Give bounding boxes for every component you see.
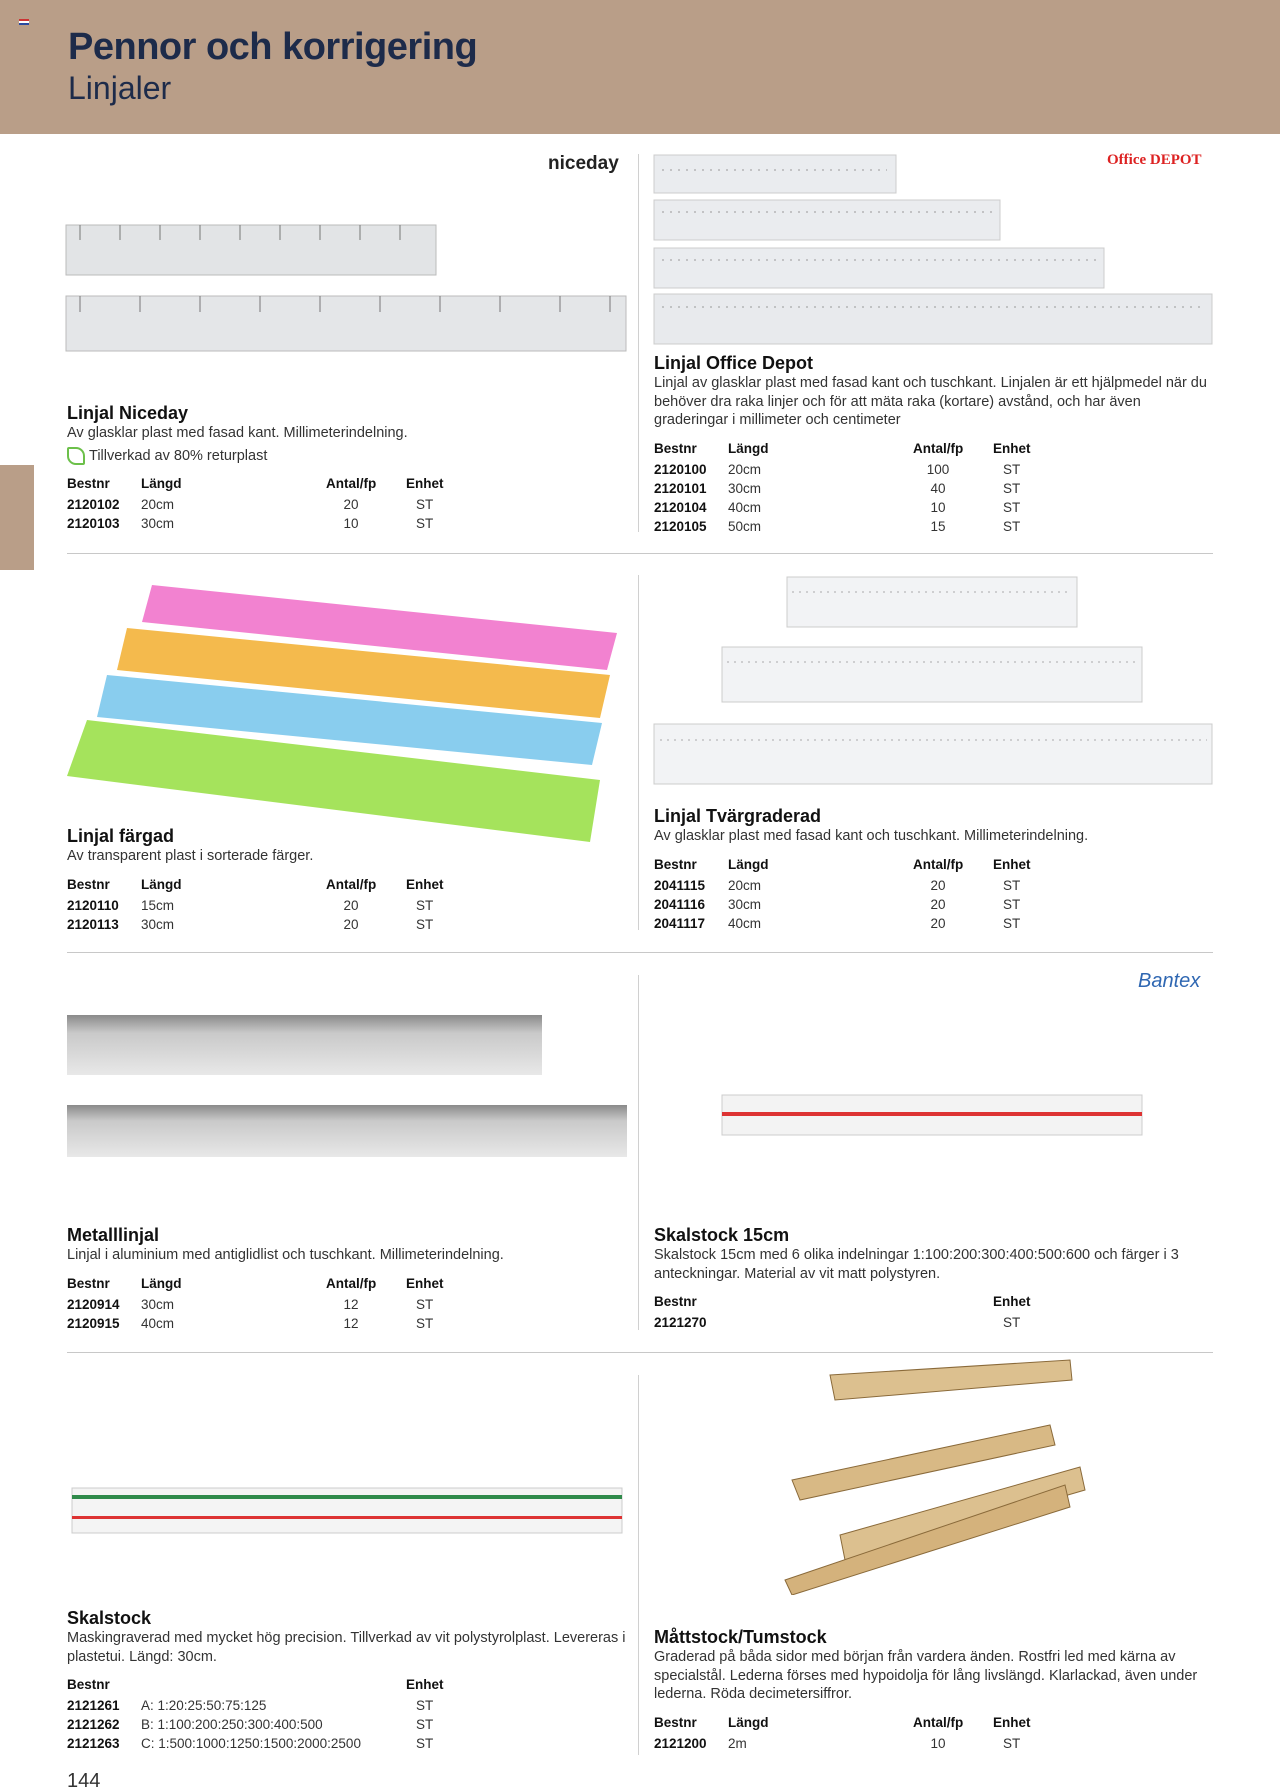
product-title: Skalstock 15cm xyxy=(654,1225,790,1245)
product-title: Linjal Niceday xyxy=(67,403,189,423)
product-skalstock15 xyxy=(654,1225,1212,1332)
table-row: 2120104 40cm 10 ST xyxy=(654,499,1021,515)
product-title: Linjal färgad xyxy=(67,826,175,846)
flag-icon xyxy=(19,19,29,26)
product-title: Metalllinjal xyxy=(67,1225,160,1245)
niceday-logo: niceday xyxy=(548,153,619,174)
product-desc: Linjal i aluminium med antiglidlist och tuschkant. Millimeterindelning. xyxy=(67,1247,504,1263)
product-title: Måttstock/Tumstock xyxy=(654,1627,827,1647)
row-divider xyxy=(67,553,1213,554)
table-row: 2121263 C: 1:500:1000:1250:1500:2000:2500 ST xyxy=(67,1736,434,1751)
table-row: 2120110 15cm 20 ST xyxy=(67,897,434,913)
page-number: 144 xyxy=(67,1770,101,1792)
folding-rule-image xyxy=(780,1355,1090,1595)
officedepot-logo: Office DEPOT xyxy=(1107,152,1202,168)
table-row: 2041117 40cm 20 ST xyxy=(654,915,1021,931)
table-row: 2041115 20cm 20 ST xyxy=(654,877,1021,893)
product-desc: Linjal av glasklar plast med fasad kant och tuschkant. Linjalen är ett hjälpmedel när du behöver dra raka linjer och för att mäta raka (kortare) avstånd, och har även graderingar i millimeter och centimeter xyxy=(654,375,1207,428)
table-row: 2120914 30cm 12 ST xyxy=(67,1296,434,1312)
product-tvargraderad xyxy=(654,806,1212,933)
product-fargad xyxy=(67,826,627,934)
product-tumstock xyxy=(654,1627,1212,1753)
table-row: 2120100 20cm 100 ST xyxy=(654,461,1021,477)
side-tab xyxy=(0,465,34,570)
scale-ruler-image xyxy=(68,1480,628,1540)
table-row: 2121261 A: 1:20:25:50:75:125 ST xyxy=(67,1698,434,1713)
product-table: Bestnr Enhet 2121261 A: 1:20:25:50:75:125 ST 2121262 B: 1:100:200:250:300:400:500 ST 2121263 C: 1:500:1000:1250:1500:2000:2500 ST xyxy=(67,1676,466,1753)
recycle-note: Tillverkad av 80% returplast xyxy=(67,447,627,465)
divider xyxy=(638,975,639,1330)
product-table: Bestnr Längd Antal/fp Enhet 2120100 20cm 100 ST 2120101 30cm 40 ST 2120104 40cm 10 ST 2120105 50cm 15 ST xyxy=(654,440,1053,536)
table-row: 2121270 ST xyxy=(654,1315,1021,1330)
table-row: 2120103 30cm 10 ST xyxy=(67,515,434,531)
product-title: Linjal Tvärgraderad xyxy=(654,806,822,826)
product-table: Bestnr Längd Antal/fp Enhet 2120110 15cm 20 ST 2120113 30cm 20 ST xyxy=(67,876,466,934)
table-row: 2120113 30cm 20 ST xyxy=(67,916,434,932)
table-row: 2120105 50cm 15 ST xyxy=(654,518,1021,534)
product-table: Bestnr Längd Antal/fp Enhet 2120914 30cm 12 ST 2120915 40cm 12 ST xyxy=(67,1275,466,1333)
divider xyxy=(638,154,639,532)
row-divider xyxy=(67,1352,1213,1353)
product-desc: Maskingraverad med mycket hög precision. Tillverkad av vit polystyrolplast. Levereras i plastetui. Längd: 30cm. xyxy=(67,1630,626,1665)
colored-rulers-image xyxy=(62,580,622,850)
product-desc: Graderad på båda sidor med början från vardera änden. Rostfri led med kärna av specialstål. Lederna förses med hypoidolja för lång livslängd. Klarlackad, även under lederna. Röda decimetersiffror. xyxy=(654,1649,1198,1702)
row-divider xyxy=(67,952,1213,953)
divider xyxy=(638,1375,639,1755)
product-metall xyxy=(67,1225,627,1333)
product-desc: Av transparent plast i sorterade färger. xyxy=(67,848,314,864)
cross-graded-ruler-image xyxy=(652,572,1214,787)
table-row: 2121200 2m 10 ST xyxy=(654,1735,1021,1751)
bantex-logo: Bantex xyxy=(1138,970,1201,992)
product-desc: Skalstock 15cm med 6 olika indelningar 1:100:200:300:400:500:600 och färger i 3 anteckningar. Material av vit matt polystyren. xyxy=(654,1247,1179,1282)
product-title: Skalstock xyxy=(67,1608,152,1628)
product-table: Bestnr Längd Antal/fp Enhet 2121200 2m 10 ST xyxy=(654,1714,1053,1753)
table-row: 2121262 B: 1:100:200:250:300:400:500 ST xyxy=(67,1717,434,1732)
product-desc: Av glasklar plast med fasad kant. Millimeterindelning. xyxy=(67,425,408,441)
product-table: Bestnr Längd Antal/fp Enhet 2120102 20cm 20 ST 2120103 30cm 10 ST xyxy=(67,475,466,533)
product-table: Bestnr Enhet 2121270 ST xyxy=(654,1293,1053,1332)
product-table: Bestnr Längd Antal/fp Enhet 2041115 20cm 20 ST 2041116 30cm 20 ST 2041117 40cm 20 ST xyxy=(654,856,1053,933)
product-desc: Av glasklar plast med fasad kant och tuschkant. Millimeterindelning. xyxy=(654,828,1089,844)
metal-ruler-image xyxy=(62,1010,637,1165)
page-title: Pennor och korrigering xyxy=(68,26,478,68)
product-niceday xyxy=(67,403,627,533)
page-header xyxy=(0,0,1280,134)
table-row: 2120915 40cm 12 ST xyxy=(67,1315,434,1331)
page-subtitle: Linjaler xyxy=(68,70,172,106)
product-skalstock xyxy=(67,1608,627,1753)
leaf-icon xyxy=(67,447,85,465)
product-officedepot xyxy=(654,353,1212,536)
product-title: Linjal Office Depot xyxy=(654,353,814,373)
table-row: 2041116 30cm 20 ST xyxy=(654,896,1021,912)
niceday-ruler-image xyxy=(60,220,635,360)
table-row: 2120102 20cm 20 ST xyxy=(67,496,434,512)
table-row: 2120101 30cm 40 ST xyxy=(654,480,1021,496)
divider xyxy=(638,575,639,930)
scale-ruler-15-image xyxy=(720,1090,1145,1140)
officedepot-ruler-image xyxy=(652,152,1214,347)
